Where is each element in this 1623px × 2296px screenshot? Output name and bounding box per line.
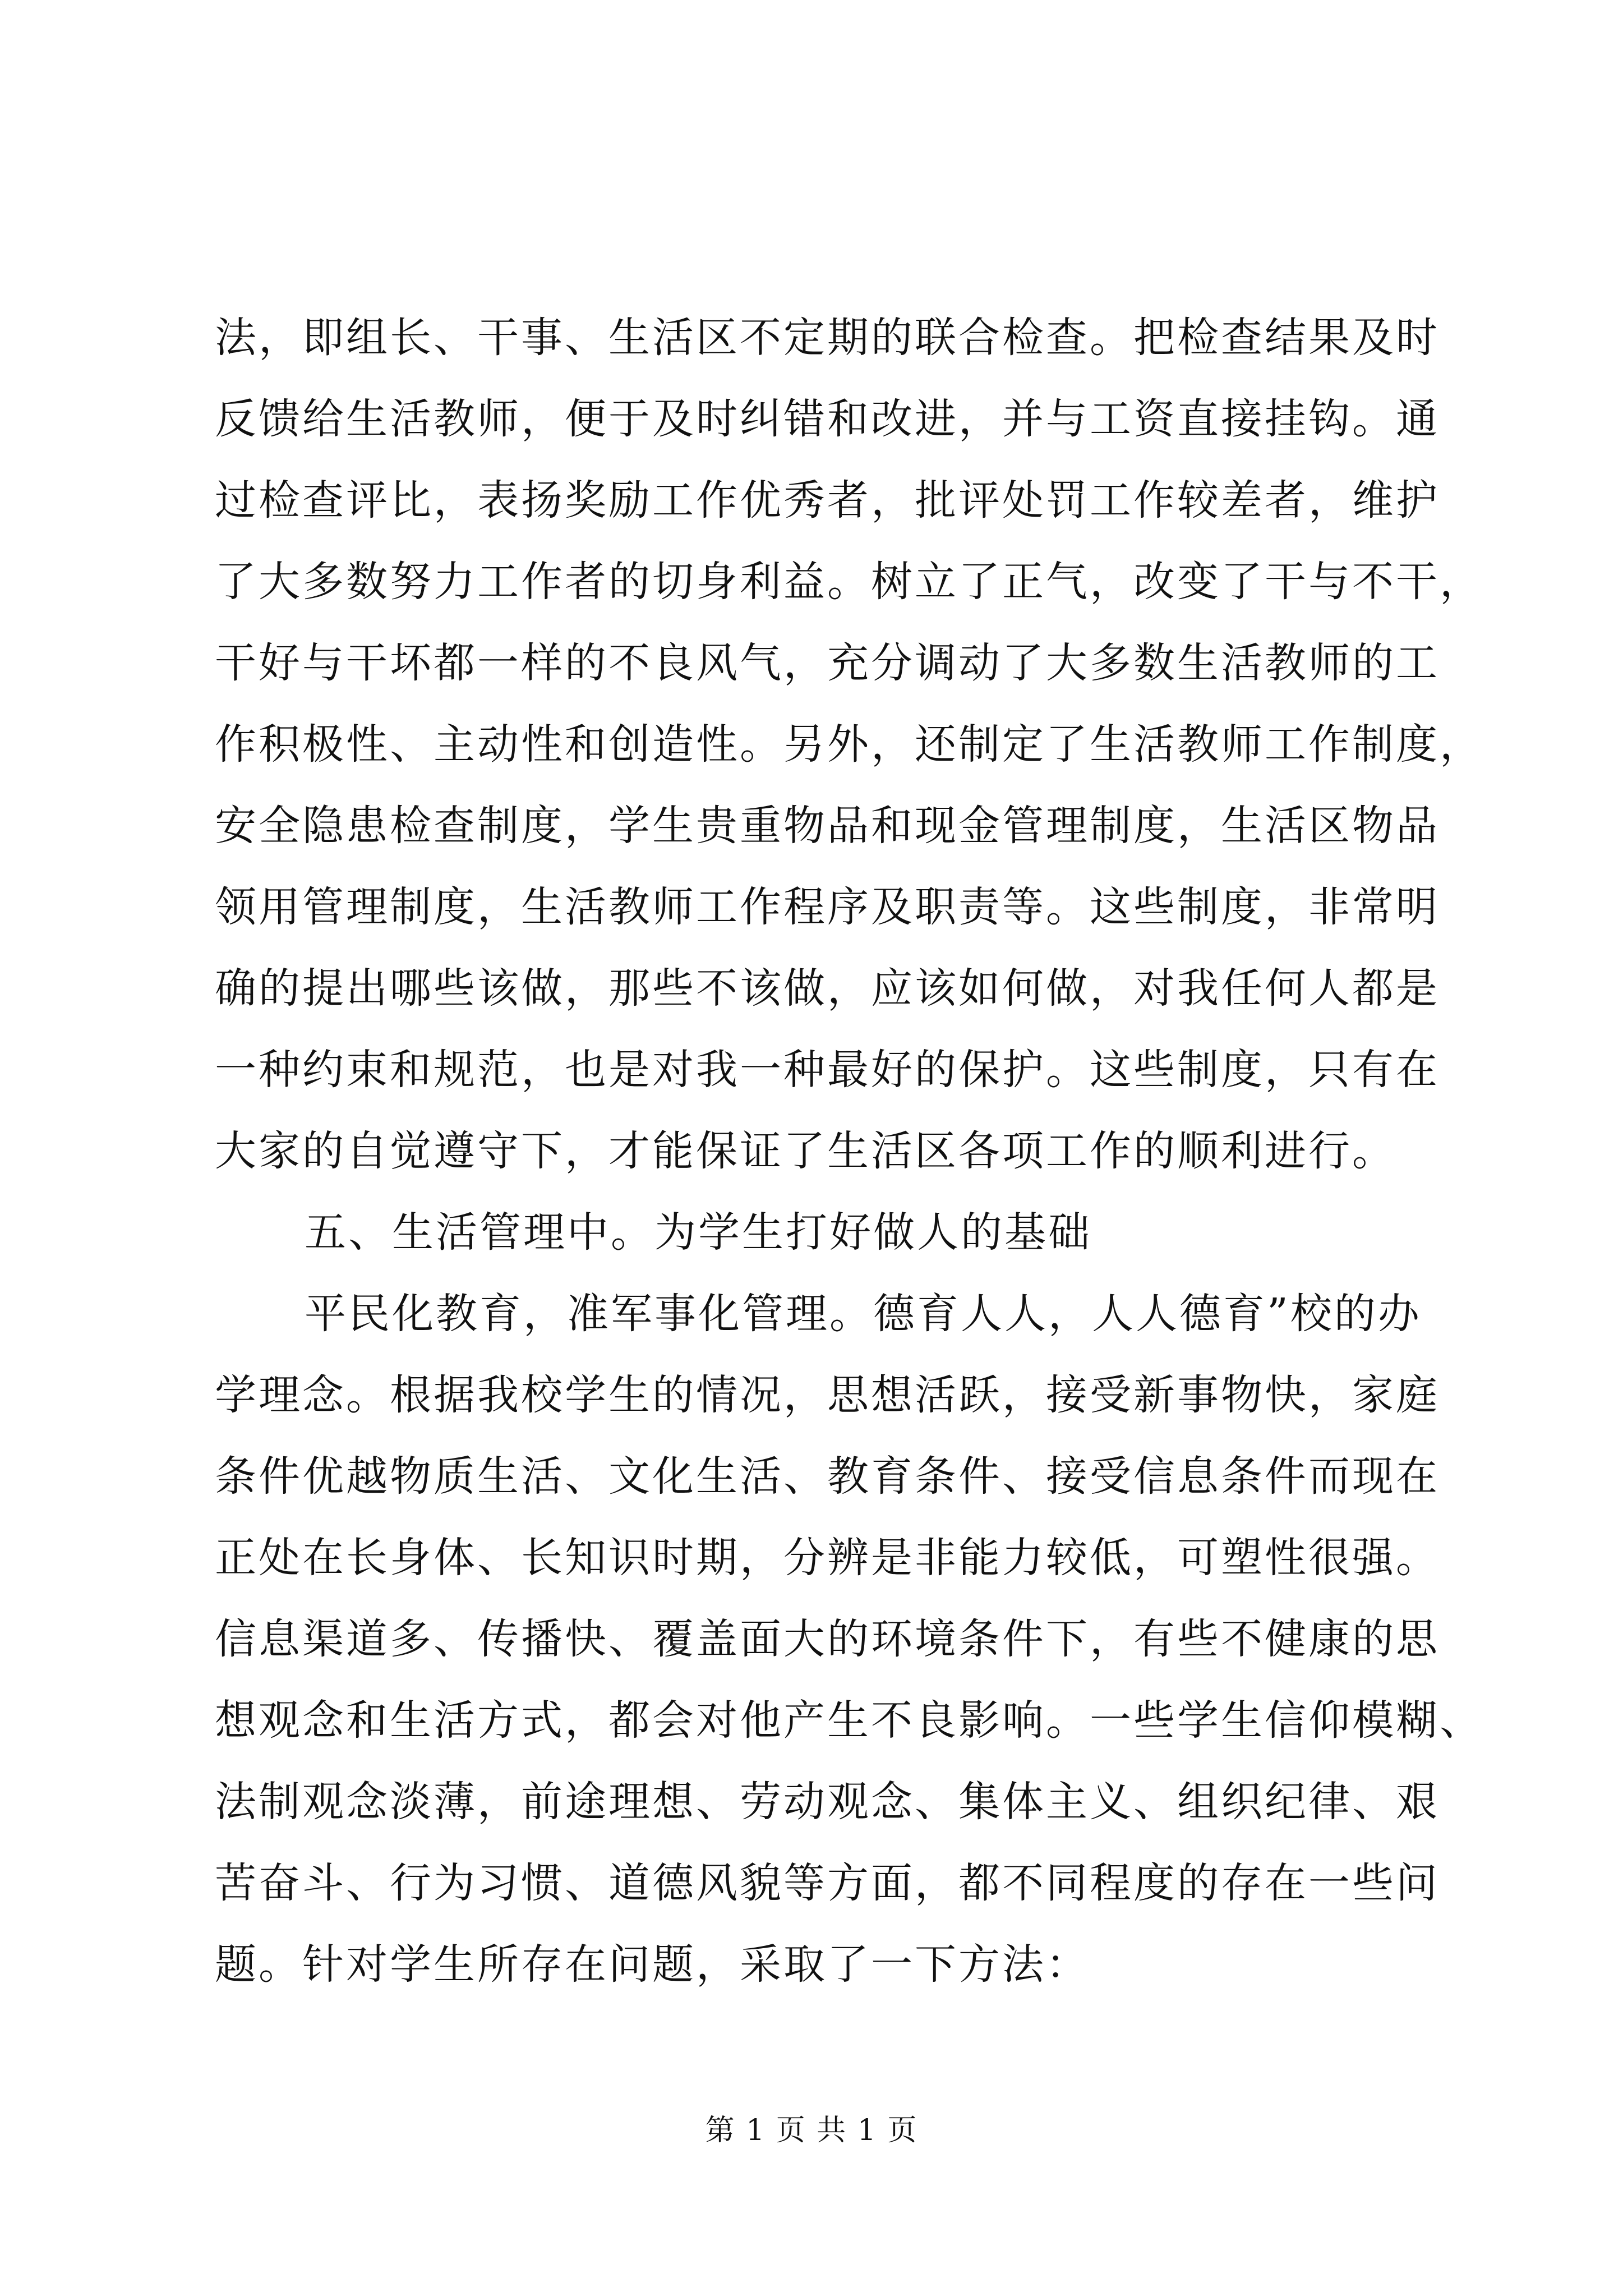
text-line: 领用管理制度，生活教师工作程序及职责等。这些制度，非常明	[215, 883, 1440, 931]
text-line: 信息渠道多、传播快、覆盖面大的环境条件下，有些不健康的思	[215, 1615, 1440, 1663]
text-line: 作积极性、主动性和创造性。另外，还制定了生活教师工作制度，	[215, 720, 1483, 769]
section-heading: 五、生活管理中。为学生打好做人的基础	[305, 1208, 1092, 1257]
text-line: 正处在长身体、长知识时期，分辨是非能力较低，可塑性很强。	[215, 1534, 1440, 1582]
text-line: 干好与干坏都一样的不良风气，充分调动了大多数生活教师的工	[215, 639, 1440, 687]
text-line: 大家的自觉遵守下，才能保证了生活区各项工作的顺利进行。	[215, 1127, 1396, 1175]
text-line: 法，即组长、干事、生活区不定期的联合检查。把检查结果及时	[215, 314, 1440, 362]
text-line: 安全隐患检查制度，学生贵重物品和现金管理制度，生活区物品	[215, 802, 1440, 850]
text-line: 苦奋斗、行为习惯、道德风貌等方面，都不同程度的存在一些问	[215, 1859, 1440, 1907]
text-line: 了大多数努力工作者的切身利益。树立了正气，改变了干与不干，	[215, 558, 1483, 606]
text-line: 条件优越物质生活、文化生活、教育条件、接受信息条件而现在	[215, 1452, 1440, 1501]
text-line: 想观念和生活方式，都会对他产生不良影响。一些学生信仰模糊、	[215, 1696, 1483, 1745]
text-line: 题。针对学生所存在问题，采取了一下方法：	[215, 1940, 1090, 1989]
text-line: 平民化教育，准军事化管理。德育人人，人人德育”校的办	[305, 1290, 1422, 1338]
text-line: 法制观念淡薄，前途理想、劳动观念、集体主义、组织纪律、艰	[215, 1778, 1440, 1826]
body-text	[215, 297, 1483, 2005]
text-line: 确的提出哪些该做，那些不该做，应该如何做，对我任何人都是	[215, 964, 1440, 1013]
page-number-footer: 第 1 页 共 1 页	[705, 2114, 918, 2147]
text-line: 反馈给生活教师，便于及时纠错和改进，并与工资直接挂钩。通	[215, 395, 1440, 443]
text-line: 一种约束和规范，也是对我一种最好的保护。这些制度，只有在	[215, 1046, 1440, 1094]
text-line: 学理念。根据我校学生的情况，思想活跃，接受新事物快，家庭	[215, 1371, 1440, 1419]
text-line: 过检查评比，表扬奖励工作优秀者，批评处罚工作较差者，维护	[215, 476, 1440, 524]
